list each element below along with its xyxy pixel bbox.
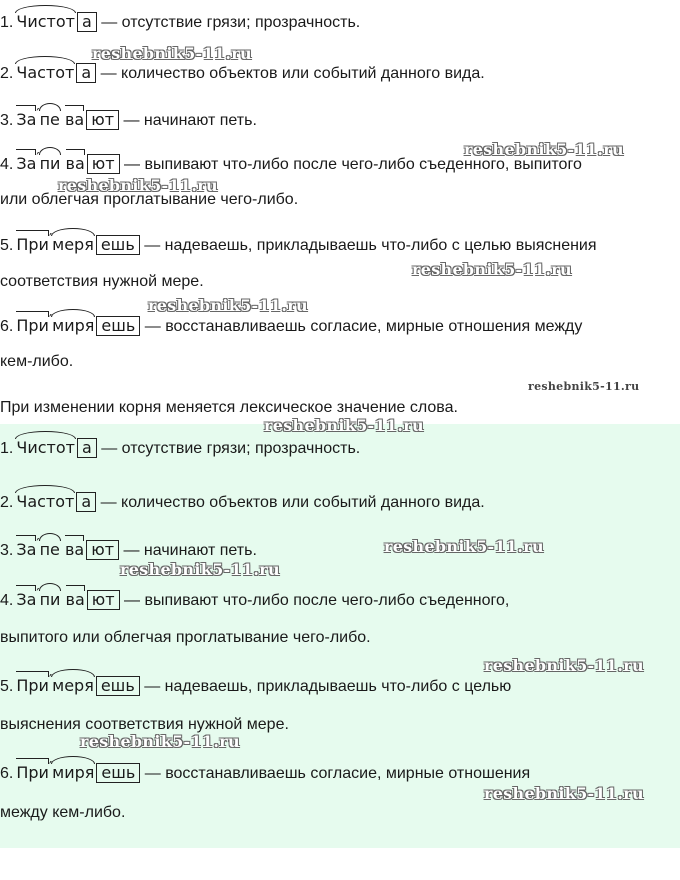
- word-prefix: За: [16, 110, 37, 129]
- word-ending: а: [76, 63, 96, 83]
- word-root: миря: [52, 316, 95, 335]
- word-ending: ешь: [96, 763, 140, 783]
- word-prefix: При: [16, 676, 49, 695]
- item-5b: 5. При′меря ешь — надеваешь, прикладываешь что-либо с целью: [0, 672, 512, 695]
- word-stem: Чистот: [16, 438, 75, 457]
- word-prefix: За: [16, 590, 37, 609]
- word-ending: ют: [86, 540, 119, 560]
- word-root: пе: [39, 540, 60, 559]
- word-ending: ешь: [96, 316, 140, 336]
- item-6a: 6. При′миря ешь — восстанавливаешь согласие, мирные отношения между: [0, 312, 583, 335]
- watermark: reshebnik5-11.ru: [264, 416, 424, 435]
- word-prefix: При: [16, 235, 49, 254]
- word-prefix: При: [16, 763, 49, 782]
- word-ending: а: [77, 438, 97, 458]
- word-ending: а: [76, 492, 96, 512]
- word-ending: ют: [87, 590, 120, 610]
- watermark: reshebnik5-11.ru: [80, 732, 240, 751]
- word-stem: Частот: [16, 63, 75, 82]
- word-root: миря: [52, 763, 95, 782]
- watermark: reshebnik5-11.ru: [484, 784, 644, 803]
- word-ending: ют: [86, 110, 119, 130]
- watermark: reshebnik5-11.ru: [484, 656, 644, 675]
- word-root: меря: [52, 676, 94, 695]
- item-2a: 2. Частот а — количество объектов или событий данного вида.: [0, 63, 485, 82]
- item-6b: 6. При′миря ешь — восстанавливаешь согласие, мирные отношения: [0, 759, 531, 782]
- item-4b-cont: выпитого или облегчая проглатывание чего-либо.: [0, 629, 371, 646]
- watermark: reshebnik5-11.ru: [528, 380, 640, 393]
- watermark: reshebnik5-11.ru: [148, 296, 308, 315]
- item-6b-cont: между кем-либо.: [0, 804, 126, 821]
- word-ending: ешь: [96, 235, 140, 255]
- conclusion: При изменении корня меняется лексическое значение слова.: [0, 399, 458, 416]
- item-4b: 4. За′пи ва ют — выпивают что-либо после чего-либо съеденного,: [0, 586, 510, 609]
- word-suffix: ва: [65, 110, 85, 129]
- item-6a-cont: кем-либо.: [0, 353, 74, 370]
- word-ending: а: [77, 12, 97, 32]
- item-1a: 1. Чистот а — отсутствие грязи; прозрачность.: [0, 12, 361, 31]
- word-stem: Частот: [16, 492, 75, 511]
- word-prefix: При: [16, 316, 49, 335]
- word-ending: ешь: [96, 676, 140, 696]
- item-5a: 5. При′меря ешь — надеваешь, прикладываешь что-либо с целью выяснения: [0, 231, 597, 254]
- word-prefix: За: [16, 154, 37, 173]
- item-1b: 1. Чистот а — отсутствие грязи; прозрачность.: [0, 438, 361, 457]
- watermark: reshebnik5-11.ru: [464, 140, 624, 159]
- watermark: reshebnik5-11.ru: [412, 260, 572, 279]
- watermark: reshebnik5-11.ru: [92, 44, 252, 63]
- word-ending: ют: [87, 154, 120, 174]
- word-root: пи: [39, 154, 61, 173]
- item-5b-cont: выяснения соответствия нужной мере.: [0, 716, 289, 733]
- item-5a-cont: соответствия нужной мере.: [0, 273, 204, 290]
- word-suffix: ва: [65, 540, 85, 559]
- word-stem: Чистот: [16, 12, 75, 31]
- word-suffix: ва: [65, 590, 85, 609]
- word-root: пи: [39, 590, 61, 609]
- item-2b: 2. Частот а — количество объектов или событий данного вида.: [0, 492, 485, 511]
- item-3b: 3. За′пе ва ют — начинают петь.: [0, 536, 257, 559]
- word-root: пе: [39, 110, 60, 129]
- item-4a: 4. За′пи ва ют — выпивают что-либо после чего-либо съеденного, выпитого: [0, 150, 582, 173]
- word-root: меря: [52, 235, 94, 254]
- word-suffix: ва: [65, 154, 85, 173]
- item-4a-cont: или облегчая проглатывание чего-либо.: [0, 191, 299, 208]
- watermark: reshebnik5-11.ru: [58, 176, 218, 195]
- item-3a: 3. За′пе ва ют — начинают петь.: [0, 106, 257, 129]
- word-prefix: За: [16, 540, 37, 559]
- watermark: reshebnik5-11.ru: [120, 560, 280, 579]
- watermark: reshebnik5-11.ru: [384, 537, 544, 556]
